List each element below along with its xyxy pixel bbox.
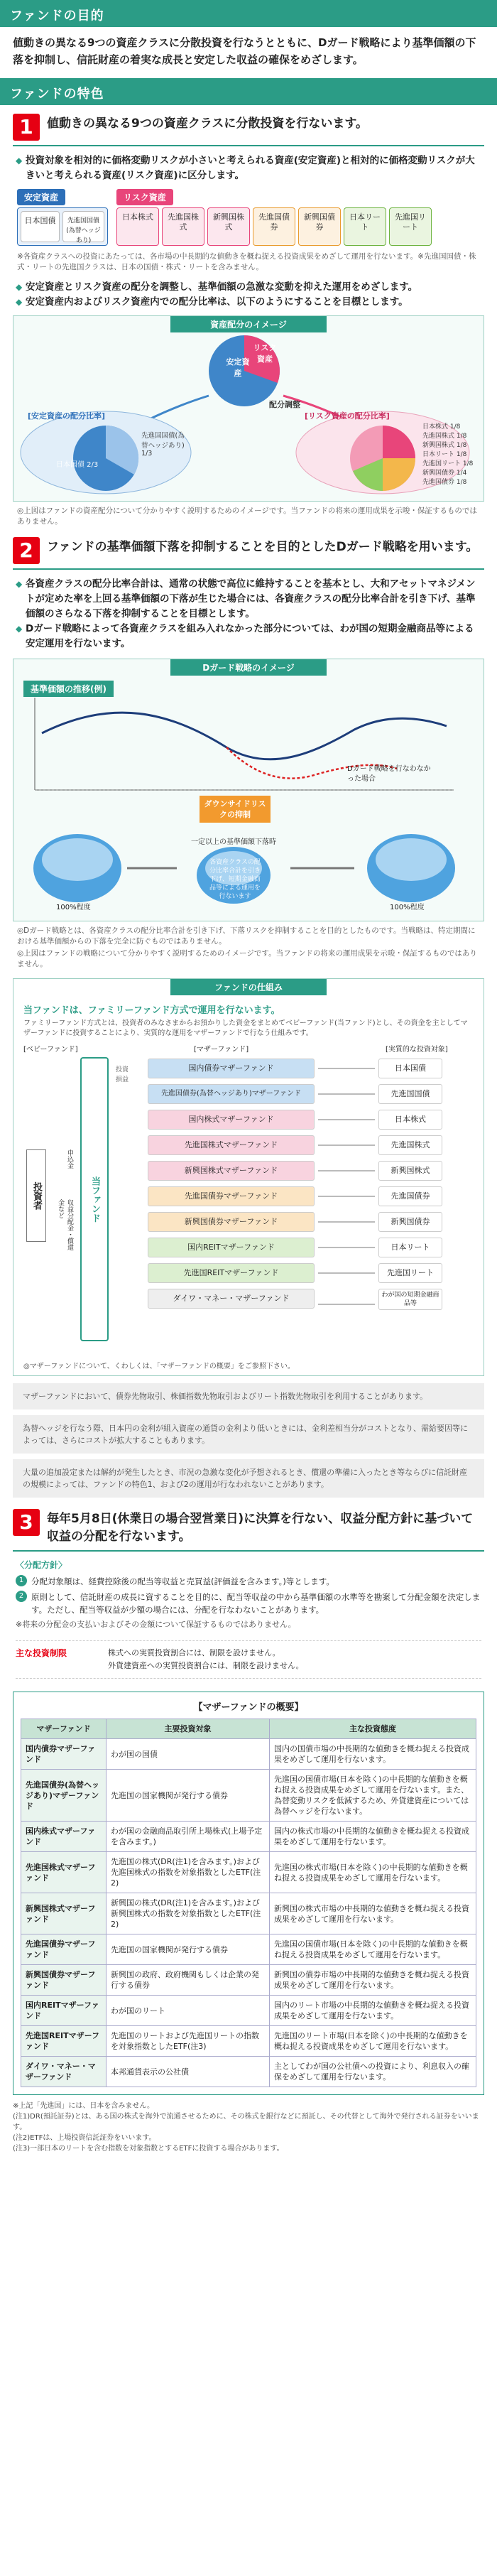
feature-title: ファンドの基準価額下落を抑制することを目的としたDガード戦略を用います。 (47, 540, 479, 554)
footnote: (注2)ETFは、上場投資信託証券をいいます。 (13, 2134, 156, 2142)
target-item: 先進国株式 (378, 1135, 442, 1155)
scheme-head: 当ファンドは、ファミリーファンド方式で運用を行ないます。 (23, 1005, 280, 1016)
asset-class-diagram (17, 189, 480, 246)
bullet: ◆ 各資産クラスの配分比率合計は、通常の状態で高位に維持することを基本とし、大和アセットマネジメントが定めた率を上回る基準価額の下落が生じた場合には、各資産クラスの配分比率合計を引き下げ、基準価額のさらなる下落を抑制することを目標とします。 (16, 577, 481, 622)
fund-name-cell: ダイワ・マネー・マザーファンド (21, 2057, 106, 2087)
target-item: 先進国リート (378, 1263, 442, 1283)
investor-box: 投資者 (26, 1149, 46, 1242)
target-cell: 先進国の国家機関が発行する債券 (106, 1770, 270, 1822)
image-title: ファンドの仕組み (170, 979, 327, 995)
mother-fund-overview (13, 1692, 484, 2095)
asset-box: 日本リート (344, 207, 386, 246)
table-title: 【マザーファンドの概要】 (193, 1702, 304, 1713)
target-cell: 先進国のリートおよび先進国リートの指数を対象指数としたETF(注3) (106, 2026, 270, 2057)
no-dguard-label: Dガード戦略を行なわなかった場合 (347, 765, 431, 783)
policy-cell: 国内の国債市場の中長期的な値動きを概ね捉える投資成果をめざして運用を行ないます。 (270, 1739, 476, 1770)
target-cell: 本邦通貨表示の公社債 (106, 2057, 270, 2087)
policy-item: 1 分配対象額は、経費控除後の配当等収益と売買益(評価益を含みます。)等とします。 (16, 1575, 481, 1588)
note: ◎上図はファンドの戦略について分かりやすく説明するためのイメージです。当ファンドの将来の運用成果を示唆・保証するものではありません。 (17, 949, 477, 968)
features-header: ファンドの特色 (0, 78, 497, 105)
feature-2-heading (13, 537, 484, 570)
target-cell: 先進国の国家機関が発行する債券 (106, 1934, 270, 1965)
dguard-image (13, 659, 484, 921)
target-item: 日本リート (378, 1238, 442, 1257)
target-cell: わが国の国債 (106, 1739, 270, 1770)
fund-name-cell: 国内債券マザーファンド (21, 1739, 106, 1770)
scheme-desc: ファミリーファンド方式とは、投資者のみなさまからお預かりした資金をまとめてベビーファンド(当ファンド)とし、その資金を主としてマザーファンドに投資することにより、実質的な運用をマザーファンドで行なう仕組みです。 (23, 1019, 468, 1037)
bullet: ◆ 安定資産とリスク資産の配分を調整し、基準価額の急激な変動を抑えた運用をめざします。 (16, 280, 481, 295)
redemption-label: 収益分配金・償還金など (57, 1199, 73, 1250)
feature-1-heading (13, 114, 484, 146)
scheme-note: ◎マザーファンドについて、くわしくは、「マザーファンドの概要」をご参照下さい。 (23, 1363, 295, 1370)
center-stable: 安定資産 (226, 357, 250, 378)
right-percent: 100%程度 (390, 904, 425, 911)
risk-ratio-item: 日本リート 1/8 (422, 451, 467, 458)
asset-box: 先進国株式 (162, 207, 204, 246)
target-cell: 新興国の株式(DR(注1)を含みます。)および新興国株式の指数を対象指数としたETF(注2) (106, 1893, 270, 1934)
table-row (21, 1739, 476, 1770)
stable-tag: 安定資産 (17, 189, 65, 205)
col-target: [実質的な投資対象] (386, 1046, 448, 1054)
center-risk: リスク資産 (253, 343, 277, 364)
risk-ratio-item: 新興国債券 1/4 (422, 470, 467, 477)
note: ◎上図はファンドの資産配分について分かりやすく説明するためのイメージです。当ファンドの将来の運用成果を示唆・保証するものではありません。 (17, 507, 477, 526)
table-row (21, 1893, 476, 1934)
mother-fund: 新興国株式マザーファンド (148, 1161, 315, 1181)
stable-fgb: 先進国国債(為替ヘッジあり) 1/3 (141, 432, 185, 458)
mother-fund: 先進国債券(為替ヘッジあり)マザーファンド (148, 1084, 315, 1104)
target-item: 先進国国債 (378, 1084, 442, 1104)
table-header: マザーファンド (21, 1719, 106, 1739)
image-title: 資産配分のイメージ (170, 316, 327, 332)
policy-cell: 国内の株式市場の中長期的な値動きを概ね捉える投資成果をめざして運用を行ないます。 (270, 1822, 476, 1852)
limit-item: 外貨建資産への実質投資割合には、制限を設けません。 (108, 1661, 304, 1670)
fund-name-cell: 国内株式マザーファンド (21, 1822, 106, 1852)
target-item: 新興国債券 (378, 1212, 442, 1232)
table-header: 主な投資態度 (270, 1719, 476, 1739)
asset-box: 新興国株式 (207, 207, 250, 246)
table-row (21, 1996, 476, 2026)
mother-fund: 国内REITマザーファンド (148, 1238, 315, 1257)
footnote: (注1)DR(預託証券)とは、ある国の株式を海外で流通させるために、その株式を銀行などに預託し、その代替として海外で発行される証券をいいます。 (13, 2113, 479, 2131)
policy-item: 2 原則として、信託財産の成長に資することを目的に、配当等収益の中から基準価額の水準等を勘案して分配金額を決定します。ただし、配当等収益が少額の場合には、分配を行なわないことがあります。 (16, 1591, 481, 1616)
policy-cell: 新興国の債券市場の中長期的な値動きを概ね捉える投資成果をめざして運用を行ないます。 (270, 1965, 476, 1996)
mother-fund: 国内株式マザーファンド (148, 1110, 315, 1130)
feature-number: 1 (13, 114, 40, 141)
our-fund-box: 当ファンド (80, 1057, 109, 1341)
adjust-label: 配分調整 (269, 400, 300, 409)
policy-cell: 先進国のリート市場(日本を除く)の中長期的な値動きを概ね捉える投資成果をめざして運用を行ないます。 (270, 2026, 476, 2057)
risk-ratio-item: 先進国株式 1/8 (422, 433, 467, 440)
policy-text: 原則として、信託財産の成長に資することを目的に、配当等収益の中から基準価額の水準等を勘案して分配金額を決定します。ただし、配当等収益が少額の場合には、分配を行なわないことがあります。 (31, 1592, 481, 1615)
fund-name-cell: 先進国債券(為替ヘッジあり)マザーファンド (21, 1770, 106, 1822)
threshold-label: 一定以上の基準価額下落時 (191, 838, 276, 846)
asset-box: 先進国リート (389, 207, 432, 246)
mother-fund: 先進国株式マザーファンド (148, 1135, 315, 1155)
policy-cell: 新興国の株式市場の中長期的な値動きを概ね捉える投資成果をめざして運用を行ないます。 (270, 1893, 476, 1934)
mother-fund-list (148, 1059, 315, 1314)
policy-cell: 先進国の国債市場(日本を除く)の中長期的な値動きを概ね捉える投資成果をめざして運用を行ないます。 (270, 1934, 476, 1965)
asset-box: 新興国債券 (298, 207, 341, 246)
fund-name-cell: 新興国株式マザーファンド (21, 1893, 106, 1934)
limit-item: 株式への実質投資割合には、制限を設けません。 (108, 1648, 280, 1657)
policy-heading: 〈分配方針〉 (16, 1560, 67, 1570)
mother-fund: ダイワ・マネー・マザーファンド (148, 1289, 315, 1309)
feature-title: 値動きの異なる9つの資産クラスに分散投資を行ないます。 (47, 117, 368, 131)
feature-number: 3 (13, 1509, 40, 1536)
mother-fund: 新興国債券マザーファンド (148, 1212, 315, 1232)
table-row (21, 1965, 476, 1996)
scheme-diagram (23, 1043, 474, 1355)
policy-note: ※将来の分配金の支払いおよびその金額について保証するものではありません。 (16, 1620, 296, 1629)
stable-ratio-title: [安定資産の配分比率] (28, 411, 106, 421)
investment-limits (16, 1640, 481, 1679)
table-row (21, 2026, 476, 2057)
target-item: 先進国債券 (378, 1186, 442, 1206)
asset-box: 日本株式 (116, 207, 159, 246)
info-box: マザーファンドにおいて、債券先物取引、株価指数先物取引およびリート指数先物取引を利用することがあります。 (13, 1383, 484, 1409)
target-cell: 新興国の政府、政府機関もしくは企業の発行する債券 (106, 1965, 270, 1996)
table-row (21, 1822, 476, 1852)
note: ◎Dガード戦略とは、各資産クラスの配分比率合計を引き下げ、下落リスクを抑制することを目的としたものです。当戦略は、特定期間における基準価額からの下落を完全に防ぐものではありません。 (17, 926, 476, 946)
target-item: 日本株式 (378, 1110, 442, 1130)
fund-name-cell: 新興国債券マザーファンド (21, 1965, 106, 1996)
table-row (21, 2057, 476, 2087)
risk-ratio-item: 新興国株式 1/8 (422, 442, 467, 449)
mother-fund-table (21, 1719, 476, 2087)
target-cell: わが国のリート (106, 1996, 270, 2026)
fund-name-cell: 先進国債券マザーファンド (21, 1934, 106, 1965)
policy-cell: 国内のリート市場の中長期的な値動きを概ね捉える投資成果をめざして運用を行ないます。 (270, 1996, 476, 2026)
fund-name-cell: 先進国REITマザーファンド (21, 2026, 106, 2057)
asset-box: 日本国債 (21, 211, 60, 242)
risk-ratio-item: 先進国リート 1/8 (422, 460, 474, 467)
risk-tag: リスク資産 (116, 189, 173, 205)
target-list (378, 1059, 442, 1316)
table-row (21, 1852, 476, 1893)
purpose-body: 値動きの異なる9つの資産クラスに分散投資を行なうとともに、Dガード戦略により基準価額の下落を抑制し、信託財産の着実な成長と安定した収益の確保をめざします。 (13, 36, 476, 66)
chart-title: 基準価額の推移(例) (23, 681, 114, 697)
bullet: ◆ 投資対象を相対的に価格変動リスクが小さいと考えられる資産(安定資産)と相対的に価格変動リスクが大きいと考えられる資産(リスク資産)に区分します。 (16, 153, 481, 183)
mother-fund: 国内債券マザーファンド (148, 1059, 315, 1078)
image-title: Dガード戦略のイメージ (170, 659, 327, 676)
target-cell: わが国の金融商品取引所上場株式(上場予定を含みます。) (106, 1822, 270, 1852)
policy-text: 分配対象額は、経費控除後の配当等収益と売買益(評価益を含みます。)等とします。 (31, 1576, 334, 1586)
info-box: 為替ヘッジを行なう際、日本円の金利が組入資産の通貨の金利より低いときには、金利差相当分がコストとなり、需給要因等によっては、さらにコストが拡大することもあります。 (13, 1415, 484, 1454)
policy-cell: 主としてわが国の公社債への投資により、利息収入の確保をめざして運用を行ないます。 (270, 2057, 476, 2087)
mother-fund: 先進国債券マザーファンド (148, 1186, 315, 1206)
target-cell: 先進国の株式(DR(注1)を含みます。)および先進国株式の指数を対象指数としたETF(注2) (106, 1852, 270, 1893)
subscription-label: 申込金 (66, 1149, 73, 1169)
fund-name-cell: 国内REITマザーファンド (21, 1996, 106, 2026)
risk-ratio-item: 先進国債券 1/8 (422, 479, 467, 486)
feature-number: 2 (13, 537, 40, 564)
flow-arrows (315, 1059, 378, 1328)
loss-label: 損益 (116, 1076, 129, 1083)
policy-cell: 先進国の国債市場(日本を除く)の中長期的な値動きを概ね捉える投資成果をめざして運用を行ないます。また、為替変動リスクを低減するため、外貨建資産については為替ヘッジを行ないます。 (270, 1770, 476, 1822)
bullet: ◆ Dガード戦略によって各資産クラスを組み入れなかった部分については、わが国の短期金融商品等による安定運用を行ないます。 (16, 622, 481, 651)
footnote: ※上記「先進国」には、日本を含みません。 (13, 2102, 154, 2110)
stable-jgb: 日本国債 2/3 (56, 461, 99, 469)
mother-fund: 先進国REITマザーファンド (148, 1263, 315, 1283)
info-box: 大量の追加設定または解約が発生したとき、市況の急激な変化が予想されるとき、償還の準備に入ったとき等ならびに信託財産の規模によっては、ファンドの特色1、および2の運用が行なわれないことがあります。 (13, 1459, 484, 1498)
asset-box: 先進国国債(為替ヘッジあり) (62, 211, 104, 242)
scheme-image (13, 978, 484, 1376)
col-baby: [ベビーファンド] (23, 1046, 78, 1054)
purpose-header: ファンドの目的 (0, 0, 497, 27)
table-row (21, 1770, 476, 1822)
asset-box: 先進国債券 (253, 207, 295, 246)
table-header: 主要投資対象 (106, 1719, 270, 1739)
mid-note: 各資産クラスの配分比率合計を引き下げ、短期金融商品等による運用を行ないます (209, 859, 261, 900)
invest-label: 投資 (116, 1066, 129, 1073)
downside-label: ダウンサイドリスクの抑制 (200, 796, 271, 823)
bullet: ◆ 安定資産内およびリスク資産内での配分比率は、以下のようにすることを目標とします。 (16, 295, 481, 310)
feature-3-heading (13, 1509, 484, 1552)
note: ※各資産クラスへの投資にあたっては、各市場の中長期的な値動きを概ね捉える投資成果をめざして運用を行ないます。※先進国国債・株式・リートの先進国クラスは、日本の国債・株式・リートを含みません。 (17, 252, 476, 271)
policy-cell: 先進国の株式市場(日本を除く)の中長期的な値動きを概ね捉える投資成果をめざして運用を行ないます。 (270, 1852, 476, 1893)
footnote: (注3)一部日本のリートを含む指数を対象指数とするETFに投資する場合があります。 (13, 2145, 284, 2153)
feature-title: 毎年5月8日(休業日の場合翌営業日)に決算を行ない、収益分配方針に基づいて収益の分配を行ないます。 (47, 1512, 474, 1544)
col-mother: [マザーファンド] (194, 1046, 249, 1054)
limit-label: 主な投資制限 (16, 1648, 67, 1658)
fund-name-cell: 先進国株式マザーファンド (21, 1852, 106, 1893)
target-item: 新興国株式 (378, 1161, 442, 1181)
target-item: わが国の短期金融商品等 (378, 1289, 442, 1310)
risk-ratio-title: [リスク資産の配分比率] (305, 411, 390, 421)
risk-ratio-list (422, 423, 476, 487)
target-item: 日本国債 (378, 1059, 442, 1078)
left-percent: 100%程度 (56, 904, 91, 911)
risk-ratio-item: 日本株式 1/8 (422, 423, 461, 431)
table-row (21, 1934, 476, 1965)
allocation-image (13, 315, 484, 502)
